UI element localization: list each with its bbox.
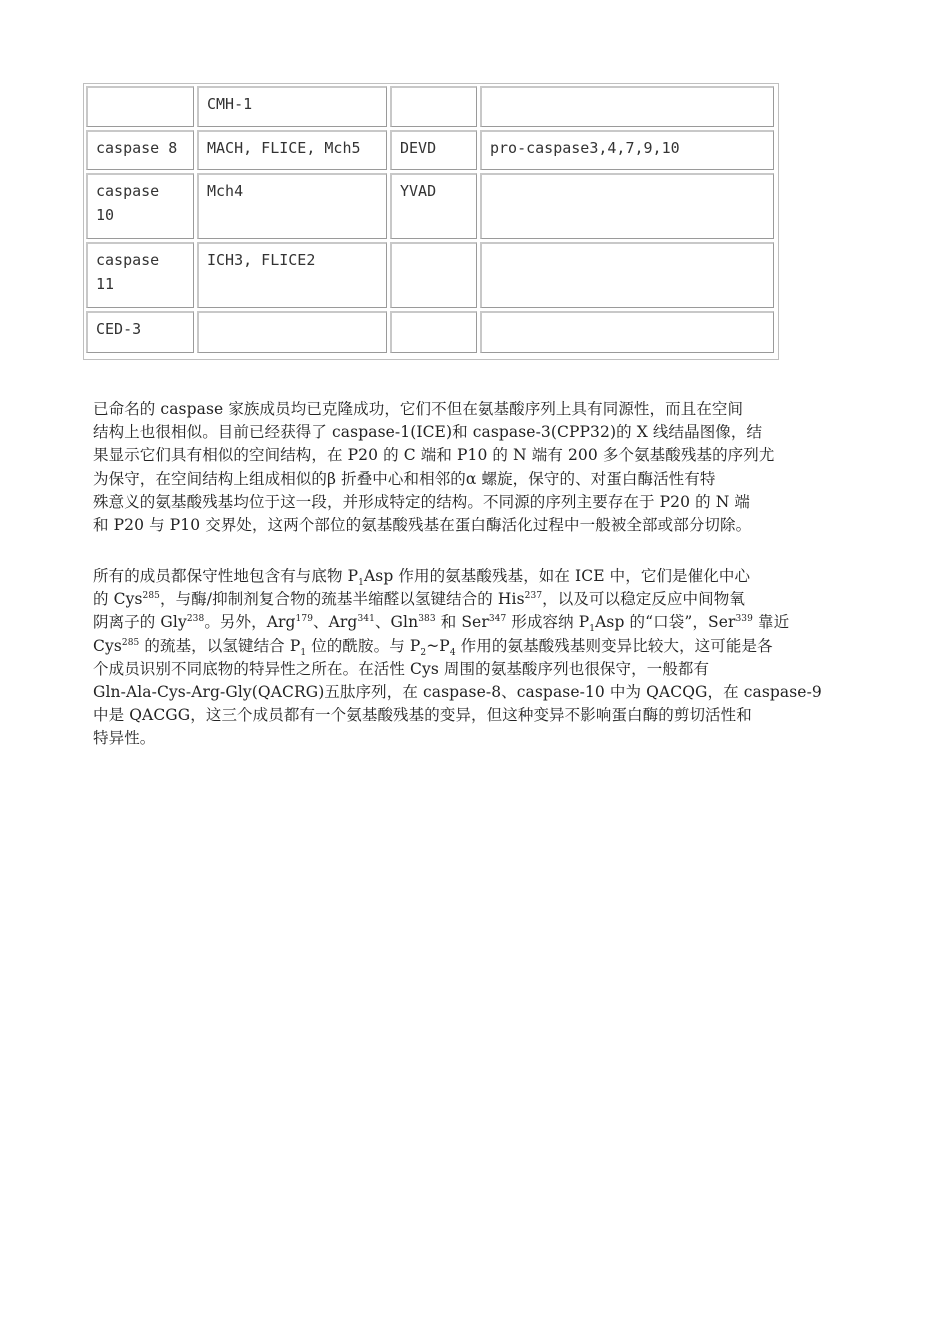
text: 阴离子的 Gly (93, 613, 187, 632)
text: ~P (426, 636, 450, 655)
text: 靠近 (752, 613, 790, 632)
paragraph-2-line: Gln-Ala-Cys-Arg-Gly(QACRG)五肽序列，在 caspase-8、caspase-10 中为 QACQG，在 caspase-9 (93, 683, 822, 702)
table-cell (86, 86, 194, 127)
table-cell: Mch4 (197, 173, 387, 239)
superscript: 347 (488, 614, 507, 625)
text: 的巯基，以氢键结合 P (139, 636, 301, 655)
subscript: 1 (300, 647, 307, 658)
superscript: 383 (418, 614, 436, 625)
text: 、Gln (374, 613, 419, 632)
text: 。另外，Arg (204, 613, 296, 632)
superscript: 179 (295, 614, 314, 625)
table-cell (197, 311, 387, 353)
table-cell (480, 242, 774, 308)
text: 作用的氨基酸残基则变异比较大，这可能是各 (455, 636, 773, 655)
subscript: 2 (420, 647, 427, 658)
paragraph-2-line (93, 565, 865, 588)
paragraph-1-line: 殊意义的氨基酸残基均位于这一段，并形成特定的结构。不同源的序列主要存在于 P20 的 N 端 (93, 492, 751, 511)
text: 形成容纳 P (506, 613, 590, 632)
superscript: 285 (142, 591, 160, 602)
table-cell: ICH3, FLICE2 (197, 242, 387, 308)
subscript: 1 (358, 578, 364, 589)
caspase-table (83, 83, 779, 360)
table-cell: DEVD (390, 130, 477, 170)
text: Asp 的“口袋”，Ser (595, 613, 736, 632)
table-cell: CMH-1 (197, 86, 387, 127)
table-cell (390, 311, 477, 353)
paragraph-2-line: 特异性。 (93, 729, 156, 748)
text: ，与酶/抑制剂复合物的巯基半缩醛以氢键结合的 His (159, 590, 525, 609)
table-cell (390, 86, 477, 127)
table-cell: CED-3 (86, 311, 194, 353)
paragraph-2-line (93, 611, 865, 634)
table-cell: YVAD (390, 173, 477, 239)
superscript: 285 (121, 637, 140, 648)
subscript: 4 (449, 647, 456, 658)
paragraph-2-line: 个成员识别不同底物的特异性之所在。在活性 Cys 周围的氨基酸序列也很保守，一般都有 (93, 659, 710, 678)
subscript: 1 (589, 624, 596, 635)
table-cell (480, 86, 774, 127)
text: Cys (93, 636, 122, 655)
paragraph-1-line: 已命名的 caspase 家族成员均已克隆成功，它们不但在氨基酸序列上具有同源性，而且在空间 (93, 400, 744, 418)
paragraph-1-line: 和 P20 与 P10 交界处，这两个部位的氨基酸残基在蛋白酶活化过程中一般被全部或部分切除。 (93, 516, 752, 535)
paragraph-2-line (93, 588, 865, 611)
text: 、Arg (313, 613, 358, 632)
table-cell (480, 311, 774, 353)
paragraph-2-line: 中是 QACGG，这三个成员都有一个氨基酸残基的变异，但这种变异不影响蛋白酶的剪切活性和 (93, 706, 752, 725)
paragraph-1-line: 果显示它们具有相似的空间结构，在 P20 的 C 端和 P10 的 N 端有 200 多个氨基酸残基的序列尤 (93, 446, 775, 465)
text: 的 Cys (93, 590, 143, 609)
table-cell: caspase 10 (86, 173, 194, 239)
table-cell: pro-caspase3,4,7,9,10 (480, 130, 774, 170)
text: 位的酰胺。与 P (306, 636, 421, 655)
text: ，以及可以稳定反应中间物氧 (542, 590, 745, 609)
table-cell (390, 242, 477, 308)
superscript: 237 (524, 591, 543, 602)
text: Asp 作用的氨基酸残基，如在 ICE 中，它们是催化中心 (364, 567, 751, 585)
paragraph-1-line: 为保守，在空间结构上组成相似的β 折叠中心和相邻的α 螺旋，保守的、对蛋白酶活性有特 (93, 469, 716, 488)
paragraph-1-line: 结构上也很相似。目前已经获得了 caspase-1(ICE)和 caspase-3(CPP32)的 X 线结晶图像，结 (93, 423, 763, 442)
superscript: 341 (357, 614, 375, 625)
paragraph-2 (93, 565, 865, 751)
paragraph-2-line (93, 635, 865, 658)
paragraph-1 (93, 398, 865, 537)
table-cell: caspase 8 (86, 130, 194, 170)
text: 所有的成员都保守性地包含有与底物 P (93, 567, 359, 585)
table-cell: caspase 11 (86, 242, 194, 308)
superscript: 238 (186, 614, 205, 625)
table-cell (480, 173, 774, 239)
text: 和 Ser (435, 613, 489, 632)
superscript: 339 (735, 614, 753, 625)
table-cell: MACH, FLICE, Mch5 (197, 130, 387, 170)
